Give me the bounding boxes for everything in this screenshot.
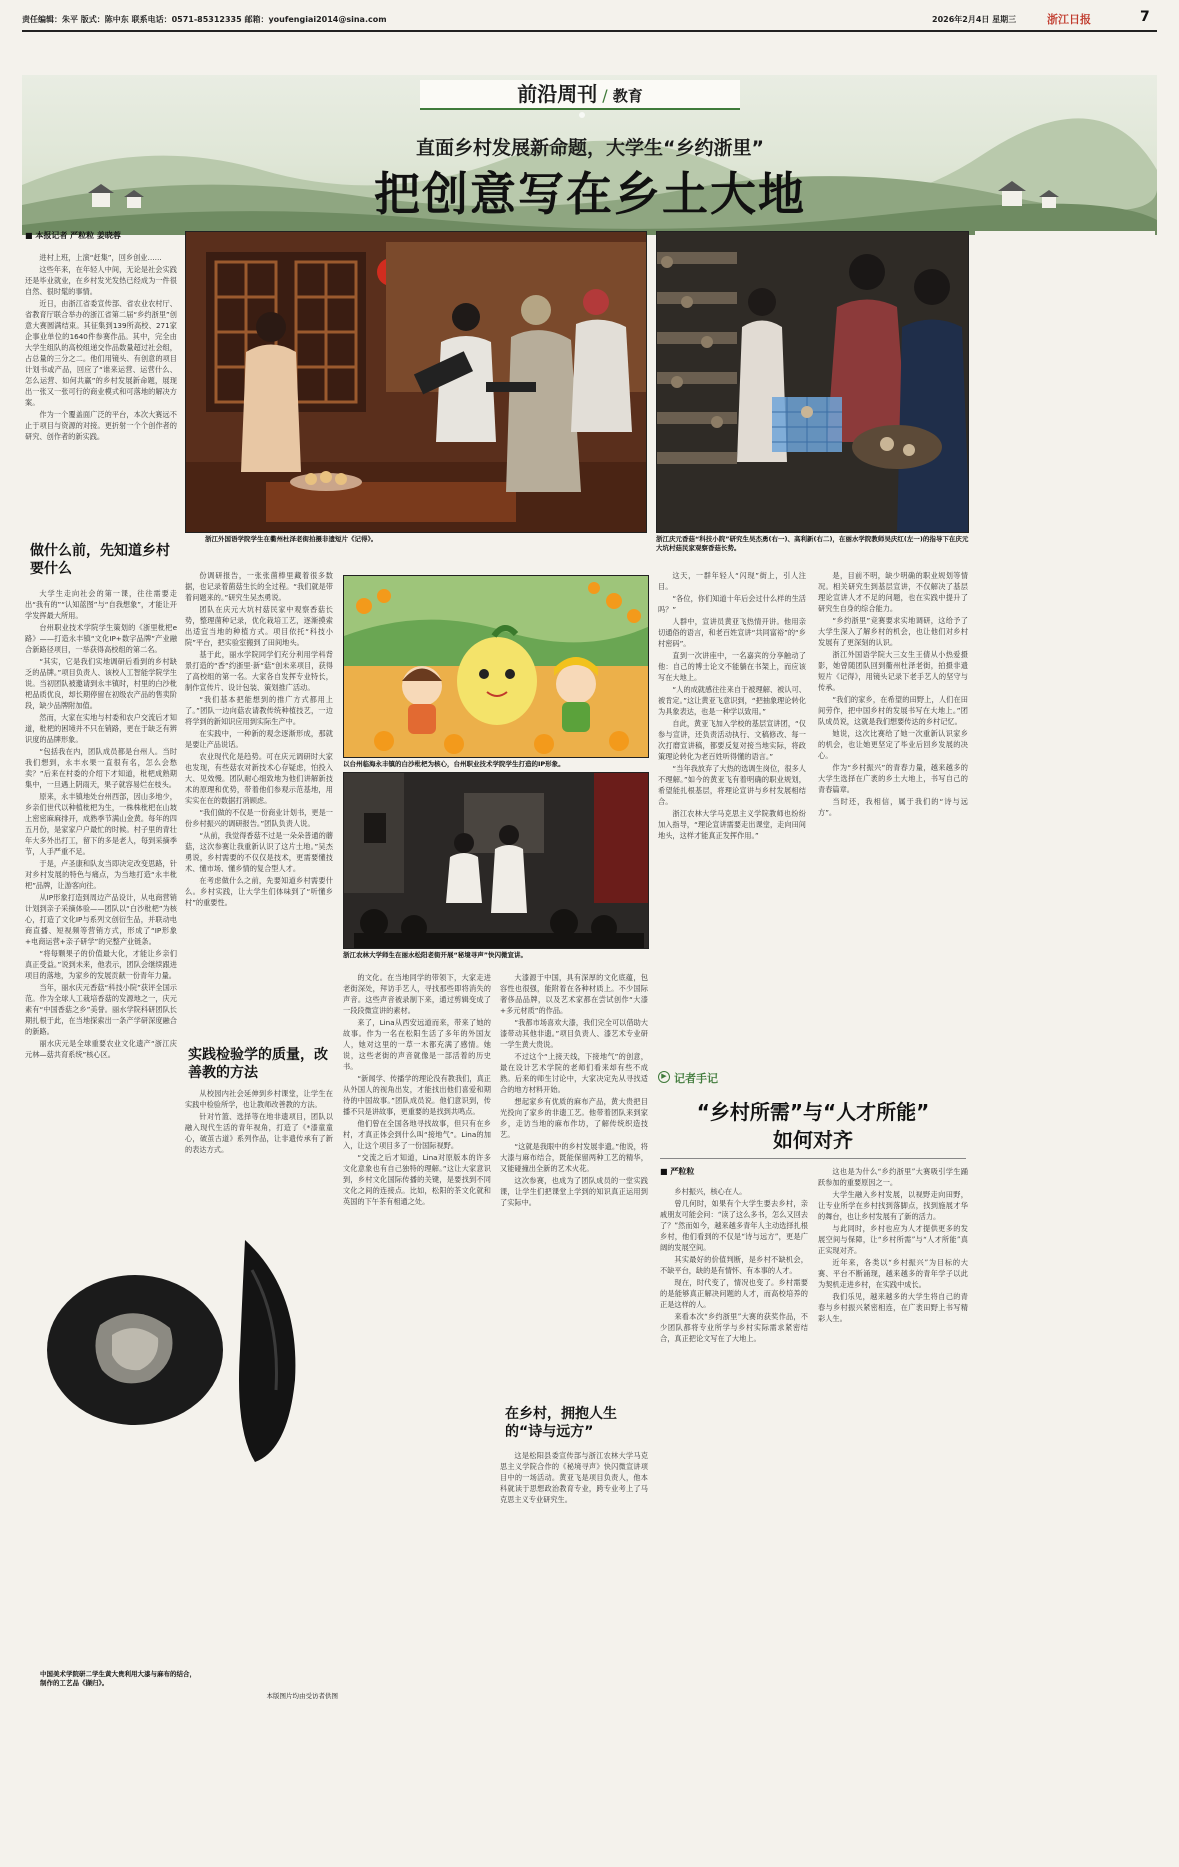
photo-flash-mob-art (344, 773, 649, 949)
column-1-paragraph: “其实，它是我们实地调研后看到的乡村缺乏的品牌。”项目负责人、该校人工智能学院学生说。当初团队被邀请到永丰镇时，村里的白沙枇杷品质优良，却长期停留在初级农产品的售卖阶段，缺少品牌附加值。 (25, 657, 177, 710)
column-1-paragraph: 台州职业技术学院学生策划的《浙里枇杷e路》——打造永丰镇“文化IP+数字品牌”产业融合新路径项目，一举获得高校组的第二名。 (25, 623, 177, 654)
column-2-paragraph: 团队在庆元大坑村菇民家中观察香菇长势，整理菌种记录，优化栽培工艺，逐渐摸索出适宜当地的种植方式。项目依托“科技小院”平台，把实验室搬到了田间地头。 (185, 605, 333, 647)
column-2-paragraph: 在考虑做什么之前，先要知道乡村需要什么。乡村实践，让大学生们体味到了“听懂乡村”的重要性。 (185, 876, 333, 907)
subhead-know-village-needs: 做什么前，先知道乡村要什么 (30, 543, 170, 577)
column-1-paragraph: 原来，永丰镇地处台州西部，因山多地少，乡亲们世代以种植枇杷为生，一株株枇杷在山坡上密密麻麻排开，成熟季节满山金黄。每年的四五月份，是家家户户最忙的时候。村子里的青壮年大多外出打工，留下的多是老人，每到采摘季节，人手严重不足。 (25, 792, 177, 856)
column-3-paragraph: “新闻学、传播学的理论没有教我们，真正从外国人的视角出发，才能找出他们喜爱和期待的中国故事。”团队成员说。他们意识到，传播不只是讲故事，更重要的是找到共鸣点。 (343, 1074, 491, 1116)
column-4-paragraph: 想起家乡有优质的麻布产品，黄大贵把目光投向了家乡的非遗工艺。他带着团队来到家乡，走访当地的麻布作坊，了解传统织造技艺。 (500, 1097, 648, 1139)
column-4-paragraph: “这就是我眼中的乡村发展非遗。”他说，将大漆与麻布结合，既能保留两种工艺的精华，又能碰撞出全新的艺术火花。 (500, 1142, 648, 1173)
notes-author (660, 1166, 694, 1177)
notes-right-column (818, 1166, 968, 1691)
header-date: 2026年2月4日 星期三 (932, 15, 1017, 24)
notes-left-paragraph: 曾几何时，如果有个大学生要去乡村，亲戚朋友可能会问：“读了这么多书，怎么又回去了？”然而如今，越来越多青年人主动选择扎根乡村，他们看到的不仅是“诗与远方”，更是广阔的发展空间。 (660, 1199, 808, 1252)
notes-right-paragraph: 我们乐见，越来越多的大学生将自己的青春与乡村振兴紧密相连，在广袤田野上书写精彩人生。 (818, 1292, 968, 1323)
section-header (420, 80, 740, 110)
photo-lacquer-artwork (40, 1230, 335, 1470)
column-1-paragraph: 然而，大家在实地与村委和农户交流后才知道，枇杷的困境并不只在销路，更在于缺乏有辨识度的品牌形象。 (25, 713, 177, 744)
column-2b-paragraph: 从校园内社会延伸到乡村课堂，让学生在实践中检验所学，也让教师改善教的方法。 (185, 1089, 333, 1109)
column-4-paragraph: 不过这个“上接天线，下接地气”的创意，最在设计艺术学院的老师们看来却有些不成熟。后来的师生讨论中，大家决定先从寻找适合的地方材料开始。 (500, 1052, 648, 1094)
photo-mushroom-caption: 浙江庆元香菇“科技小院”研究生吴杰勇(右一)、高利新(右二)，在丽水学院教师吴庆红(左一)的指导下在庆元大坑村菇民家观察香菇长势。 (656, 535, 969, 552)
column-2-paragraph: “从前，我觉得香菇不过是一朵朵普通的蘑菇，这次参赛让我重新认识了这片土地。”吴杰勇说，乡村需要的不仅仅是技术，更需要懂技术、懂市场、懂乡情的复合型人才。 (185, 831, 333, 873)
subhead-poetry-and-distance: 在乡村，拥抱人生的“诗与远方” (505, 1406, 617, 1440)
photo-flash-mob-lecture (343, 772, 649, 949)
right-margin (975, 231, 1155, 1711)
column-5-paragraph: “人的成就感往往来自于被理解、被认可、被肯定。”这让黄亚飞意识到，“把抽象理论转化为具象表达，也是一种学以致用。” (658, 685, 806, 716)
column-5-paragraph: “当年我放弃了大热的选调生岗位，很多人不理解。”如今的黄亚飞有着明确的职业规划，希望能扎根基层，将理论宣讲与乡村发展相结合。 (658, 764, 806, 806)
photo-mushroom-research (656, 231, 969, 533)
notes-left-paragraph: 乡村振兴，核心在人。 (674, 1187, 747, 1196)
column-4-paragraph: 大漆源于中国，具有深厚的文化底蕴，包容性也很强，能附着在各种材质上。不少国际奢侈品品牌，以及艺术家都在尝试创作“大漆+多元材质”的作品。 (500, 973, 648, 1015)
header-bar (22, 9, 1157, 28)
notes-left-column (660, 1186, 808, 1691)
column-2b-paragraph: 针对竹篮、选择等在地非遗项目，团队以融入现代生活的青年视角，打造了《*漆童童心，破茧古道》系列作品，让非遗传承有了新的表达方式。 (185, 1112, 333, 1154)
reporter-notes-label-row (658, 1070, 968, 1086)
column-5-paragraph: 这天，一群年轻人“闪现”街上，引人注目。 (658, 571, 806, 591)
notes-author-name: 严粒粒 (670, 1167, 695, 1176)
column-1-paragraph: “包括我在内，团队成员都是台州人。当时我们想到，永丰水果一直很有名，怎么会愁卖？”后来在村委的介绍下才知道，枇杷成熟期集中，一旦遇上阴雨天，果子就容易烂在枝头。 (25, 747, 177, 789)
header-paper-name: 浙江日报 (1047, 13, 1091, 26)
header-page-number: 7 (1140, 9, 1150, 25)
photo-flash-mob-caption: 浙江农林大学师生在丽水松阳老街开展“秘境寻声”快闪微宣讲。 (343, 951, 528, 959)
header-left-text: 责任编辑：朱平 版式：陈中东 联系电话：0571-85312335 邮箱：youfengiai2014@sina.com (22, 15, 387, 24)
notes-title-line1: “乡村所需”与“人才所能” (696, 1100, 930, 1124)
photo-loquat-ip-art (344, 576, 649, 758)
column-1-paragraph: 于是，卢圣康和队友当即决定改变思路，针对乡村发展的特色与痛点，为当地打造“永丰枇杷”品牌，让游客向往。 (25, 859, 177, 890)
intro-paragraph: 作为一个覆盖面广泛的平台，本次大赛远不止于项目与资源的对接。更折射一个个创作者的研究、创作者的新实践。 (25, 410, 177, 441)
column-5-paragraph: 自此，黄亚飞加入学校的基层宣讲团，“仅参与宣讲，还负责活动执行、文稿修改、每一次打磨宣讲稿，都要反复对接当地实际，将政策理论转化为老百姓听得懂的语言。” (658, 719, 806, 761)
column-2b (185, 1088, 333, 1220)
column-6-paragraph: “乡约浙里”竞赛要求实地调研，这给予了大学生深入了解乡村的机会，也让他们对乡村发展有了更深刻的认识。 (818, 616, 968, 647)
column-1-paragraph: “将每颗果子的价值最大化，才能让乡亲们真正受益。”说到未来，他表示，团队会继续跟进项目的落地，为家乡的发展贡献一份青年力量。 (25, 949, 177, 980)
column-6-paragraph: 当时还，我相信，属于我们的“诗与远方”。 (818, 797, 968, 817)
column-4-paragraph: “我都市场喜欢大漆，我们完全可以借助大漆带动其他非遗。”项目负责人、漆艺术专业研一学生黄大贵说。 (500, 1018, 648, 1049)
section-subtitle: 教育 (612, 87, 643, 105)
column-2-paragraph: 农业现代化是趋势。可在庆元调研时大家也发现，有些菇农对新技术心存疑虑，怕投入大、见效慢。团队耐心细致地为他们讲解新技术的原理和优势，带着他们参观示范基地，用实实在在的数据打消顾虑。 (185, 752, 333, 805)
notes-divider (660, 1158, 966, 1159)
photo-credit: 本版图片均由受访者供图 (266, 1692, 338, 1700)
byline-marker: ■ (25, 231, 36, 240)
column-4b-paragraph: 这是松阳县委宣传部与浙江农林大学马克思主义学院合作的《秘境寻声》快闪微宣讲项目中的一场活动。黄亚飞是项目负责人，他本科就读于思想政治教育专业，跨专业考上了马克思主义专业研究生。 (500, 1451, 648, 1504)
notes-left-paragraph: 来看本次“乡约浙里”大赛的获奖作品，不少团队都将专业所学与乡村实际需求紧密结合，真正把论文写在了大地上。 (660, 1312, 808, 1343)
column-3-paragraph: 来了，Lina从西安远道而来，带来了她的故事。作为一名在松阳生活了多年的外国友人，她对这里的一草一木都充满了感情。她说，这些老街的声音就像是一部活着的历史书。 (343, 1018, 491, 1071)
photo-loquat-ip-caption: 以台州临海永丰镇的白沙枇杷为核心，台州职业技术学院学生打造的IP形象。 (343, 760, 565, 768)
column-6 (818, 570, 968, 1050)
column-2-paragraph: “我们做的不仅是一份商业计划书，更是一份乡村振兴的调研报告。”团队负责人说。 (185, 808, 333, 828)
column-6-paragraph: 是，目前不明，缺少明确的职业规划等情况。相关研究生到基层宣讲，不仅解决了基层理论宣讲人才不足的问题，也在实践中提升了研究生自身的综合能力。 (818, 571, 968, 613)
notes-left-paragraph: 现在，时代变了，情况也变了。乡村需要的是能够真正解决问题的人才，而高校培养的正是这样的人。 (660, 1278, 808, 1309)
column-2-paragraph: “我们基本把能想到的推广方式都用上了。”团队一边向菇农请教传统种植技艺，一边将学到的新知识应用到实际生产中。 (185, 695, 333, 726)
column-4-paragraph: 这次参赛，也成为了团队成员的一堂实践课，让学生们把课堂上学到的知识真正运用到了实际中。 (500, 1176, 648, 1207)
headline-main: 把创意写在乡土大地 (374, 167, 806, 221)
column-6-paragraph: 她说，这次比赛给了她一次重新认识家乡的机会，也让她更坚定了毕业后回乡发展的决心。 (818, 729, 968, 760)
section-divider: / (602, 86, 613, 105)
column-2-paragraph: 份调研报告，一张张菌棒里藏着很多数据，也记录着菌菇生长的全过程。“我们就是带着问题来的。”研究生吴杰勇说。 (185, 571, 333, 602)
subhead-practice-checks-learning: 实践检验学的质量，改善教的方法 (188, 1047, 328, 1081)
column-5-paragraph: 人群中，宣讲员黄亚飞热情开讲。他用亲切通俗的语言，和老百姓宣讲“共同富裕”的“乡村密码”。 (658, 617, 806, 648)
section-title: 前沿周刊 (517, 82, 598, 106)
column-5-paragraph: 直到一次讲座中，一名嘉宾的分享触动了他：自己的博士论文不能躺在书架上，而应该写在大地上。 (658, 651, 806, 682)
notes-right-paragraph: 与此同时，乡村也应为人才提供更多的发展空间与保障，让“乡村所需”与“人才所能”真正实现对齐。 (818, 1224, 968, 1255)
byline (25, 230, 177, 241)
photo-loquat-ip-characters (343, 575, 649, 758)
column-1-paragraph: 从IP形象打造到周边产品设计，从电商营销计划到亲子采摘体验——团队以“白沙枇杷”为核心，打造了文化IP与系列文创衍生品，并联动电商直播、短视频等营销方式，形成了“IP形象+电商运营+亲子研学”的完整产业链条。 (25, 893, 177, 946)
intro-paragraph: 这些年来，在年轻人中间，无论是社会实践还是毕业就业，在乡村发光发热已经成为一件很自然、很时髦的事情。 (25, 265, 177, 296)
intro-paragraph: 近日，由浙江省委宣传部、省农业农村厅、省教育厅联合举办的浙江省第二届“乡约浙里”创意大赛圆满结束。其征集到139所高校、271家企事业单位的1640件参赛作品。其中，完全由大学生组队的高校组递交作品数量超过社会组，占总量的三分之二。他们用镜头、有创意的项目计划书或产品，回应了“谁来运营、运营什么、怎么运营、如何共赢”的乡村发展新命题，展现出一张又一张可行的商业模式和可落地的解决方案。 (25, 299, 177, 407)
notes-author-marker: ■ (660, 1167, 671, 1176)
column-6-paragraph: 浙江外国语学院大三女生王倩从小热爱摄影，她曾随团队回到衢州杜泽老街，拍摄非遗短片《记得》，用镜头记录下老手艺人的坚守与传承。 (818, 650, 968, 692)
byline-text: 本报记者 严粒粒 姜晓蓉 (35, 231, 121, 240)
header-rule (22, 30, 1157, 32)
column-4b (500, 1450, 648, 1708)
column-5-paragraph: 浙江农林大学马克思主义学院教师也纷纷加入指导，“理论宣讲需要走出课堂，走向田间地头，这样才能真正发挥作用。” (658, 809, 806, 840)
column-2-paragraph: 基于此，丽水学院同学们充分利用学科背景打造的“香”约浙里·新“菇”创未来项目，获得了高校组的第一名。大家各自发挥专业特长，制作宣传片、设计包装、策划推广活动。 (185, 650, 333, 692)
notes-marker-icon: ▶ (658, 1071, 670, 1083)
photo-old-street-caption: 浙江外国语学院学生在衢州杜泽老街拍摄非遗短片《记得》。 (205, 535, 378, 543)
notes-right-paragraph: 近年来，各类以“乡村振兴”为目标的大赛、平台不断涌现，越来越多的青年学子以此为契机走进乡村，在实践中成长。 (818, 1258, 968, 1289)
photo-old-street-filming (185, 231, 647, 533)
column-5-paragraph: “各位，你们知道十年后会过什么样的生活吗？” (658, 594, 806, 614)
column-1-paragraph: 丽水庆元是全球重要农业文化遗产“浙江庆元林—菇共育系统”核心区。 (25, 1039, 177, 1059)
notes-left-paragraph: 其实最好的价值判断，是乡村不缺机会，不缺平台，缺的是有情怀、有本事的人才。 (660, 1255, 808, 1275)
column-6-paragraph: 作为“乡村振兴”的青春力量，越来越多的大学生选择在广袤的乡土大地上，书写自己的青春篇章。 (818, 763, 968, 794)
headline-kicker: 直面乡村发展新命题，大学生“乡约浙里” (416, 137, 764, 159)
column-3-paragraph: 他们曾在全国各地寻找故事，但只有在乡村，才真正体会到什么叫“接地气”。Lina的加入，让这个项目多了一份国际视野。 (343, 1119, 491, 1150)
column-4 (500, 972, 648, 1392)
column-3-paragraph: “交流之后才知道，Lina对原版本的许多文化意象也有自己独特的理解。”这让大家意识到，乡村文化国际传播的关键，是要找到不同文化之间的连接点。比如，松阳的茶文化就和英国的下午茶有相通之处。 (343, 1153, 491, 1206)
notes-title-line2: 如何对齐 (773, 1128, 853, 1152)
column-3 (343, 972, 491, 1707)
photo-lacquer-artwork-art (40, 1230, 335, 1470)
column-1-paragraph: 当年，丽水庆元香菇“科技小院”获评全国示范。作为全球人工栽培香菇的发源地之一，庆元素有“中国香菇之乡”美誉。丽水学院科研团队长期扎根于此，在当地探索出一条产学研深度融合的新路。 (25, 983, 177, 1036)
photo-lacquer-caption: 中国美术学院研二学生黄大贵利用大漆与麻布的结合，制作的工艺品《撷归》。 (40, 1670, 196, 1687)
column-6-paragraph: “我们的家乡，在希望的田野上，人们在田间劳作，把中国乡村的发展书写在大地上。”团队成员说，这就是我们想要传达的乡村记忆。 (818, 695, 968, 726)
column-3-paragraph: 的文化。在当地同学的带领下，大家走进老街深处，拜访手艺人，寻找那些即将消失的声音。这些声音被录制下来，通过剪辑变成了一段段微宣讲的素材。 (343, 973, 491, 1015)
notes-label: 记者手记 (674, 1072, 718, 1085)
intro-text (25, 252, 177, 510)
column-1-paragraph: 大学生走向社会的第一课，往往需要走出“我有的”“认知蓝图”与“自我想象”，才能让开学发挥最大所用。 (25, 589, 177, 620)
intro-paragraph: 进村上班，上演“赶集”，回乡创业…… (39, 253, 162, 262)
photo-mushroom-research-art (657, 232, 969, 533)
notes-right-paragraph: 这也是为什么“乡约浙里”大赛吸引学生踊跃参加的重要原因之一。 (818, 1167, 968, 1187)
photo-old-street-filming-art (186, 232, 647, 533)
column-2-paragraph: 在实践中，一种新的观念逐渐形成，那就是要让产品说话。 (185, 729, 333, 749)
notes-right-paragraph: 大学生融入乡村发展，以视野走向田野，让专业所学在乡村找到落脚点，找到施展才华的舞台，也让乡村发展有了新的活力。 (818, 1190, 968, 1221)
column-5 (658, 570, 806, 1050)
